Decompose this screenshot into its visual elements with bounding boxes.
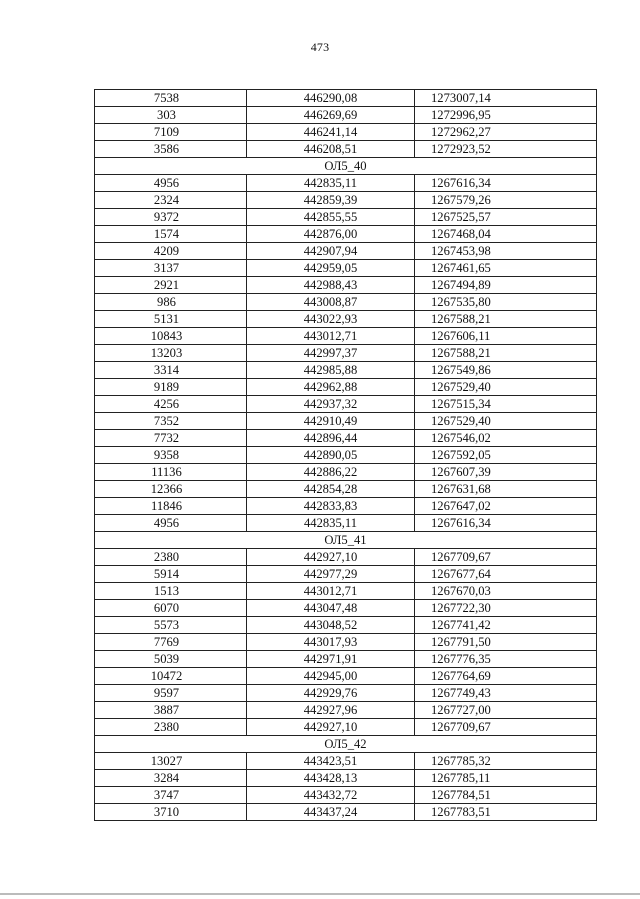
table-row [95, 90, 597, 107]
x-coordinate-cell: 443437,24 [247, 804, 415, 821]
x-coordinate-cell: 442977,29 [247, 566, 415, 583]
y-coordinate-cell: 1267607,39 [415, 464, 597, 481]
x-coordinate-cell: 443012,71 [247, 328, 415, 345]
y-coordinate-cell: 1267592,05 [415, 447, 597, 464]
x-coordinate-cell: 443048,52 [247, 617, 415, 634]
x-coordinate-cell: 442890,05 [247, 447, 415, 464]
table-row [95, 124, 597, 141]
x-coordinate-cell: 442876,00 [247, 226, 415, 243]
point-number-cell: 6070 [95, 600, 247, 617]
point-number-cell: 2921 [95, 277, 247, 294]
x-coordinate-cell: 442927,96 [247, 702, 415, 719]
x-coordinate-cell: 443423,51 [247, 753, 415, 770]
table-row [95, 345, 597, 362]
table-row [95, 141, 597, 158]
table-row [95, 634, 597, 651]
y-coordinate-cell: 1272923,52 [415, 141, 597, 158]
table-row [95, 464, 597, 481]
point-number-cell: 4956 [95, 515, 247, 532]
x-coordinate-cell: 442835,11 [247, 515, 415, 532]
x-coordinate-cell: 442886,22 [247, 464, 415, 481]
table-row [95, 243, 597, 260]
page-number: 473 [310, 40, 330, 54]
y-coordinate-cell: 1267535,80 [415, 294, 597, 311]
x-coordinate-cell: 443047,48 [247, 600, 415, 617]
y-coordinate-cell: 1267791,50 [415, 634, 597, 651]
y-coordinate-cell: 1267741,42 [415, 617, 597, 634]
y-coordinate-cell: 1273007,14 [415, 90, 597, 107]
table-row [95, 753, 597, 770]
y-coordinate-cell: 1267784,51 [415, 787, 597, 804]
x-coordinate-cell: 443432,72 [247, 787, 415, 804]
point-number-cell: 3137 [95, 260, 247, 277]
point-number-cell: 7732 [95, 430, 247, 447]
table-row [95, 175, 597, 192]
x-coordinate-cell: 442929,76 [247, 685, 415, 702]
point-number-cell: 10843 [95, 328, 247, 345]
y-coordinate-cell: 1267727,00 [415, 702, 597, 719]
point-number-cell: 3710 [95, 804, 247, 821]
y-coordinate-cell: 1272962,27 [415, 124, 597, 141]
table-row [95, 549, 597, 566]
x-coordinate-cell: 443008,87 [247, 294, 415, 311]
point-number-cell: 2380 [95, 549, 247, 566]
y-coordinate-cell: 1267546,02 [415, 430, 597, 447]
point-number-cell: 2324 [95, 192, 247, 209]
y-coordinate-cell: 1267494,89 [415, 277, 597, 294]
x-coordinate-cell: 446241,14 [247, 124, 415, 141]
x-coordinate-cell: 442859,39 [247, 192, 415, 209]
x-coordinate-cell: 442835,11 [247, 175, 415, 192]
table-row [95, 396, 597, 413]
table-row [95, 685, 597, 702]
point-number-cell: 9358 [95, 447, 247, 464]
x-coordinate-cell: 442854,28 [247, 481, 415, 498]
section-header-row [95, 158, 597, 175]
point-number-cell: 12366 [95, 481, 247, 498]
table-row [95, 447, 597, 464]
y-coordinate-cell: 1267749,43 [415, 685, 597, 702]
x-coordinate-cell: 442959,05 [247, 260, 415, 277]
section-title: ОЛ5_42 [95, 736, 597, 753]
point-number-cell: 4256 [95, 396, 247, 413]
point-number-cell: 986 [95, 294, 247, 311]
table-row [95, 804, 597, 821]
table-row [95, 277, 597, 294]
y-coordinate-cell: 1267670,03 [415, 583, 597, 600]
table-row [95, 226, 597, 243]
point-number-cell: 13203 [95, 345, 247, 362]
section-title: ОЛ5_40 [95, 158, 597, 175]
coordinates-table-body [95, 90, 597, 821]
point-number-cell: 7109 [95, 124, 247, 141]
section-header-row [95, 532, 597, 549]
point-number-cell: 1513 [95, 583, 247, 600]
point-number-cell: 13027 [95, 753, 247, 770]
table-row [95, 770, 597, 787]
section-title: ОЛ5_41 [95, 532, 597, 549]
table-row [95, 617, 597, 634]
point-number-cell: 3586 [95, 141, 247, 158]
point-number-cell: 10472 [95, 668, 247, 685]
table-row [95, 362, 597, 379]
table-row [95, 107, 597, 124]
table-row [95, 430, 597, 447]
point-number-cell: 11846 [95, 498, 247, 515]
point-number-cell: 4956 [95, 175, 247, 192]
point-number-cell: 5131 [95, 311, 247, 328]
table-row [95, 583, 597, 600]
x-coordinate-cell: 442945,00 [247, 668, 415, 685]
y-coordinate-cell: 1267606,11 [415, 328, 597, 345]
table-row [95, 209, 597, 226]
point-number-cell: 9372 [95, 209, 247, 226]
x-coordinate-cell: 442910,49 [247, 413, 415, 430]
y-coordinate-cell: 1267515,34 [415, 396, 597, 413]
point-number-cell: 5039 [95, 651, 247, 668]
y-coordinate-cell: 1267785,32 [415, 753, 597, 770]
table-row [95, 515, 597, 532]
x-coordinate-cell: 442907,94 [247, 243, 415, 260]
y-coordinate-cell: 1267461,65 [415, 260, 597, 277]
table-row [95, 787, 597, 804]
x-coordinate-cell: 443012,71 [247, 583, 415, 600]
x-coordinate-cell: 442896,44 [247, 430, 415, 447]
table-row [95, 702, 597, 719]
point-number-cell: 2380 [95, 719, 247, 736]
y-coordinate-cell: 1267453,98 [415, 243, 597, 260]
x-coordinate-cell: 442927,10 [247, 549, 415, 566]
y-coordinate-cell: 1267677,64 [415, 566, 597, 583]
y-coordinate-cell: 1267529,40 [415, 413, 597, 430]
point-number-cell: 9189 [95, 379, 247, 396]
x-coordinate-cell: 442937,32 [247, 396, 415, 413]
x-coordinate-cell: 446290,08 [247, 90, 415, 107]
table-row [95, 311, 597, 328]
y-coordinate-cell: 1267468,04 [415, 226, 597, 243]
table-row [95, 498, 597, 515]
point-number-cell: 4209 [95, 243, 247, 260]
x-coordinate-cell: 442833,83 [247, 498, 415, 515]
table-row [95, 294, 597, 311]
y-coordinate-cell: 1267722,30 [415, 600, 597, 617]
point-number-cell: 3314 [95, 362, 247, 379]
y-coordinate-cell: 1267647,02 [415, 498, 597, 515]
y-coordinate-cell: 1267616,34 [415, 175, 597, 192]
point-number-cell: 1574 [95, 226, 247, 243]
y-coordinate-cell: 1267776,35 [415, 651, 597, 668]
scan-edge-line [0, 893, 640, 895]
table-row [95, 719, 597, 736]
point-number-cell: 7538 [95, 90, 247, 107]
x-coordinate-cell: 442988,43 [247, 277, 415, 294]
point-number-cell: 3747 [95, 787, 247, 804]
y-coordinate-cell: 1267785,11 [415, 770, 597, 787]
section-header-row [95, 736, 597, 753]
point-number-cell: 5914 [95, 566, 247, 583]
point-number-cell: 7352 [95, 413, 247, 430]
x-coordinate-cell: 446269,69 [247, 107, 415, 124]
y-coordinate-cell: 1272996,95 [415, 107, 597, 124]
y-coordinate-cell: 1267529,40 [415, 379, 597, 396]
coordinates-table [94, 89, 597, 821]
table-row [95, 260, 597, 277]
point-number-cell: 9597 [95, 685, 247, 702]
point-number-cell: 3284 [95, 770, 247, 787]
x-coordinate-cell: 442985,88 [247, 362, 415, 379]
x-coordinate-cell: 443428,13 [247, 770, 415, 787]
table-row [95, 651, 597, 668]
y-coordinate-cell: 1267631,68 [415, 481, 597, 498]
table-row [95, 192, 597, 209]
y-coordinate-cell: 1267764,69 [415, 668, 597, 685]
y-coordinate-cell: 1267549,86 [415, 362, 597, 379]
y-coordinate-cell: 1267709,67 [415, 549, 597, 566]
point-number-cell: 5573 [95, 617, 247, 634]
x-coordinate-cell: 442855,55 [247, 209, 415, 226]
point-number-cell: 303 [95, 107, 247, 124]
table-row [95, 668, 597, 685]
y-coordinate-cell: 1267709,67 [415, 719, 597, 736]
y-coordinate-cell: 1267783,51 [415, 804, 597, 821]
x-coordinate-cell: 442997,37 [247, 345, 415, 362]
table-row [95, 379, 597, 396]
x-coordinate-cell: 446208,51 [247, 141, 415, 158]
y-coordinate-cell: 1267588,21 [415, 345, 597, 362]
point-number-cell: 11136 [95, 464, 247, 481]
table-row [95, 566, 597, 583]
table-row [95, 600, 597, 617]
table-row [95, 413, 597, 430]
table-row [95, 328, 597, 345]
x-coordinate-cell: 442962,88 [247, 379, 415, 396]
point-number-cell: 7769 [95, 634, 247, 651]
y-coordinate-cell: 1267525,57 [415, 209, 597, 226]
x-coordinate-cell: 443022,93 [247, 311, 415, 328]
y-coordinate-cell: 1267616,34 [415, 515, 597, 532]
point-number-cell: 3887 [95, 702, 247, 719]
x-coordinate-cell: 442971,91 [247, 651, 415, 668]
x-coordinate-cell: 443017,93 [247, 634, 415, 651]
y-coordinate-cell: 1267579,26 [415, 192, 597, 209]
y-coordinate-cell: 1267588,21 [415, 311, 597, 328]
table-row [95, 481, 597, 498]
x-coordinate-cell: 442927,10 [247, 719, 415, 736]
